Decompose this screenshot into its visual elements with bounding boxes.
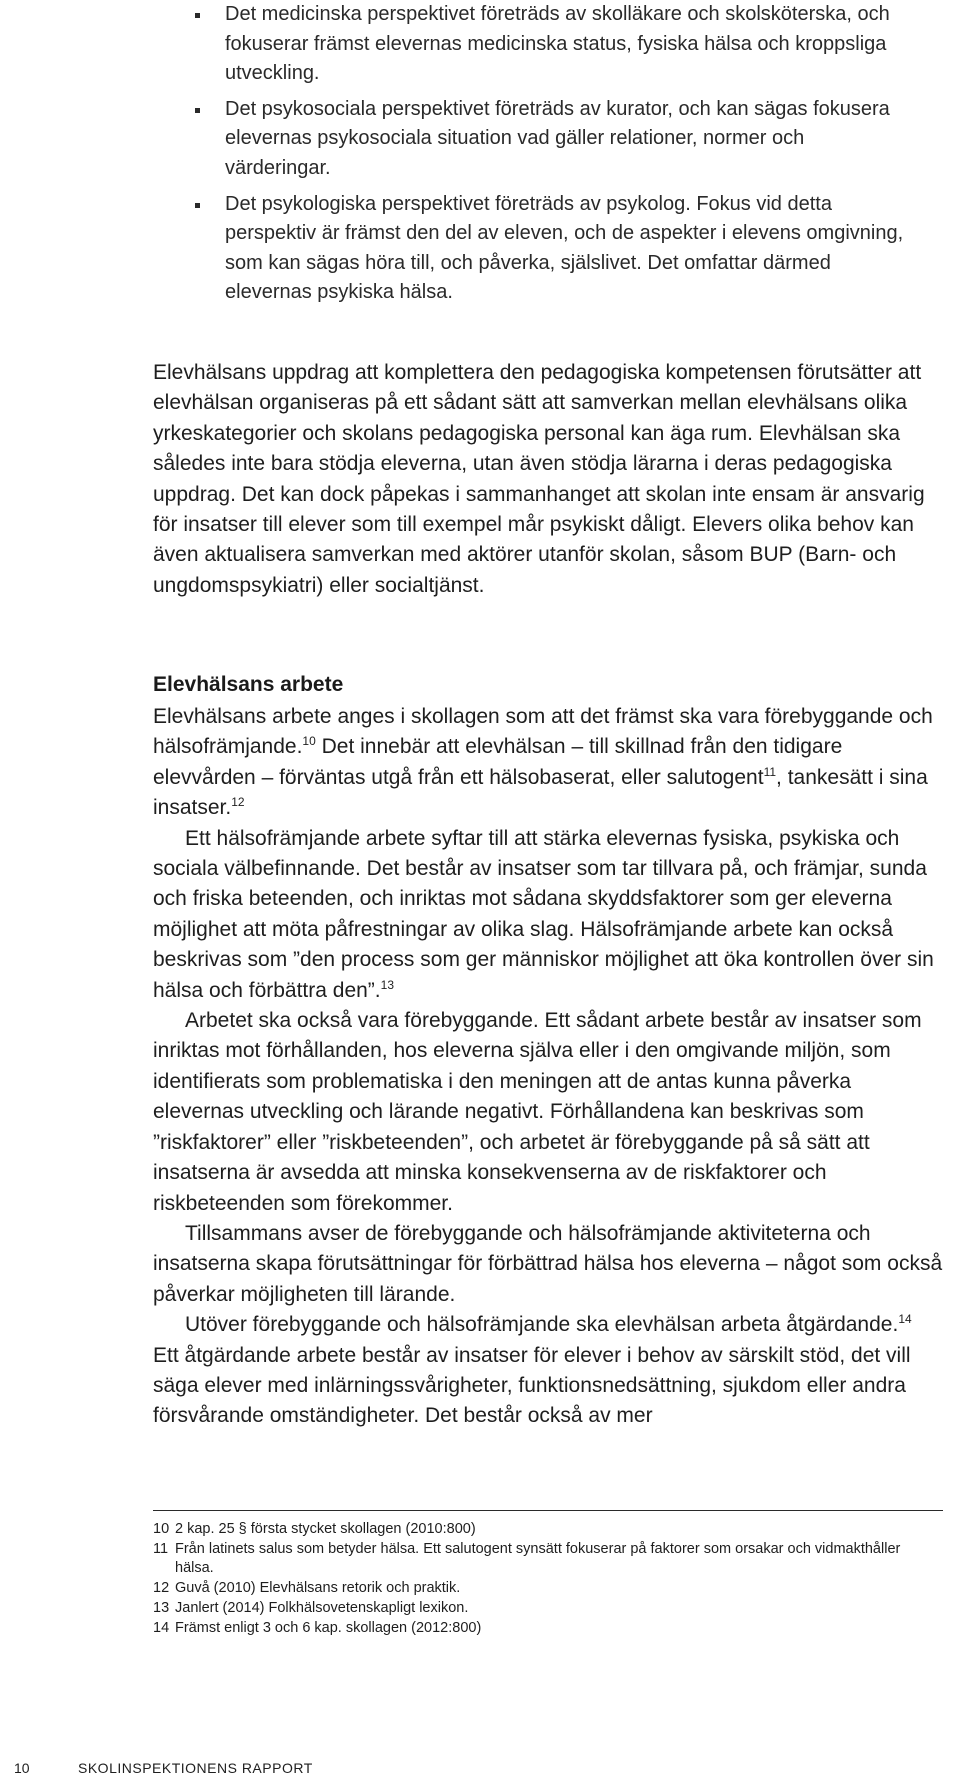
footnote-ref-13[interactable]: 13 (380, 977, 394, 992)
bullet-item (195, 0, 915, 89)
footnote-number: 10 (153, 1521, 170, 1537)
footnote-ref-11[interactable]: 11 (763, 764, 777, 779)
footnote-item (153, 1520, 943, 1539)
footnote-number: 14 (153, 1620, 170, 1636)
intro-paragraph-block (153, 358, 943, 601)
footnote-item (153, 1599, 943, 1618)
footnote-item (153, 1619, 943, 1638)
footnote-number: 12 (153, 1580, 170, 1596)
footnote-item (153, 1540, 943, 1578)
section-paragraph-3: Arbetet ska också vara förebyggande. Ett sådant arbete består av insatser som inriktas mot förhållanden, hos eleverna själva eller i den omgivande miljön, som identifierats som problematiska i den meningen att de antas kunna påverka elevernas utveckling och lärande negativt. Förhållandena kan beskrivas som ”riskfaktorer” eller ”riskbeteenden”, och arbetet är förebyggande på så sätt att insatserna är avsedda att minska konsekvenserna av de riskfaktorer och riskbeteenden som förekommer. (153, 1009, 922, 1215)
square-bullet-icon (195, 13, 200, 18)
perspective-bullet-list (195, 0, 915, 314)
footnote-text: Janlert (2014) Folkhälsovetenskapligt lexikon. (175, 1600, 469, 1616)
intro-paragraph: Elevhälsans uppdrag att komplettera den pedagogiska kompetensen förutsätter att elevhälsan organiseras på ett sådant sätt att samverkan mellan elevhälsans olika yrkeskategorier och skolans pedagogiska personal kan äga rum. Elevhälsan ska således inte bara stödja eleverna, utan även stödja lärarna i deras pedagogiska uppdrag. Det kan dock påpekas i sammanhanget att skolan inte ensam är ansvarig för insatser till elever som till exempel mår psykiskt dåligt. Elevers olika behov kan även aktualisera samverkan med aktörer utanför skolan, såsom BUP (Barn- och ungdomspsykiatri) eller socialtjänst. (153, 361, 925, 597)
footnote-text: Från latinets salus som betyder hälsa. Ett salutogent synsätt fokuserar på faktorer som orsakar och vidmakthåller hälsa. (175, 1541, 901, 1576)
section-paragraph-5: Utöver förebyggande och hälsofrämjande ska elevhälsan arbeta åtgärdande.$^{14}$ Ett åtgärdande arbete består av insatser för elever i behov av särskilt stöd, det vill säga elever med inlärningssvårigheter, funktionsnedsättning, sjukdom eller andra försvårande omständigheter. Det består också av mer (153, 1312, 912, 1428)
section-paragraph-1: Elevhälsans arbete anges i skollagen som att det främst ska vara förebyggande och hälsofrämjande.$^{10}$ Det innebär att elevhälsan – till skillnad från den tidigare elevvården – förväntas utgå från ett hälsobaserat, eller salutogent$^{11}$, tankesätt i sina insatser.$^{12}$ (153, 705, 933, 820)
bullet-item (195, 95, 915, 184)
bullet-text: Det psykosociala perspektivet företräds av kurator, och kan sägas fokusera elevernas psykosociala situation vad gäller relationer, normer och värderingar. (225, 97, 890, 179)
footnote-number: 11 (153, 1541, 169, 1557)
footnote-list (153, 1520, 943, 1639)
square-bullet-icon (195, 203, 200, 208)
bullet-text: Det medicinska perspektivet företräds av skolläkare och skolsköterska, och fokuserar främst elevernas medicinska status, fysiska hälsa och kroppsliga utveckling. (225, 3, 890, 85)
footnote-text: 2 kap. 25 § första stycket skollagen (2010:800) (175, 1521, 476, 1537)
section-paragraph-2: Ett hälsofrämjande arbete syftar till att stärka elevernas fysiska, psykiska och sociala välbefinnande. Det består av insatser som tar tillvara på, och främjar, sunda och friska beteenden, och inriktas mot sådana skyddsfaktorer som ger eleverna möjlighet att möta påfrestningar av olika slag. Hälsofrämjande arbete kan också beskrivas som ”den process som ger människor möjlighet att öka kontrollen över sin hälsa och förbättra den”.$^{13}$ (153, 826, 934, 1002)
square-bullet-icon (195, 108, 200, 113)
section-elevhalsans-arbete (153, 670, 943, 1432)
footnote-item (153, 1579, 943, 1598)
footnote-number: 13 (153, 1600, 170, 1616)
section-paragraph-4: Tillsammans avser de förebyggande och hälsofrämjande aktiviteterna och insatserna skapa förutsättningar för förbättrad hälsa hos eleverna – något som också påverkar möjligheten till lärande. (153, 1221, 943, 1306)
footnote-ref-14[interactable]: 14 (898, 1312, 912, 1327)
bullet-text: Det psykologiska perspektivet företräds av psykolog. Fokus vid detta perspektiv är främst den del av eleven, och de aspekter i elevens omgivning, som kan sägas höra till, och påverka, själslivet. Det omfattar därmed elevernas psykiska hälsa. (225, 192, 904, 304)
footnote-ref-12[interactable]: 12 (231, 795, 245, 810)
footnote-text: Främst enligt 3 och 6 kap. skollagen (2012:800) (175, 1620, 482, 1636)
running-footer-title: SKOLINSPEKTIONENS RAPPORT (78, 1760, 313, 1776)
section-heading: Elevhälsans arbete (153, 673, 344, 696)
page-number: 10 (14, 1760, 30, 1776)
footnote-ref-10[interactable]: 10 (302, 734, 316, 749)
footnote-text: Guvå (2010) Elevhälsans retorik och praktik. (175, 1580, 461, 1596)
footnote-divider (153, 1510, 943, 1511)
bullet-item (195, 190, 915, 308)
